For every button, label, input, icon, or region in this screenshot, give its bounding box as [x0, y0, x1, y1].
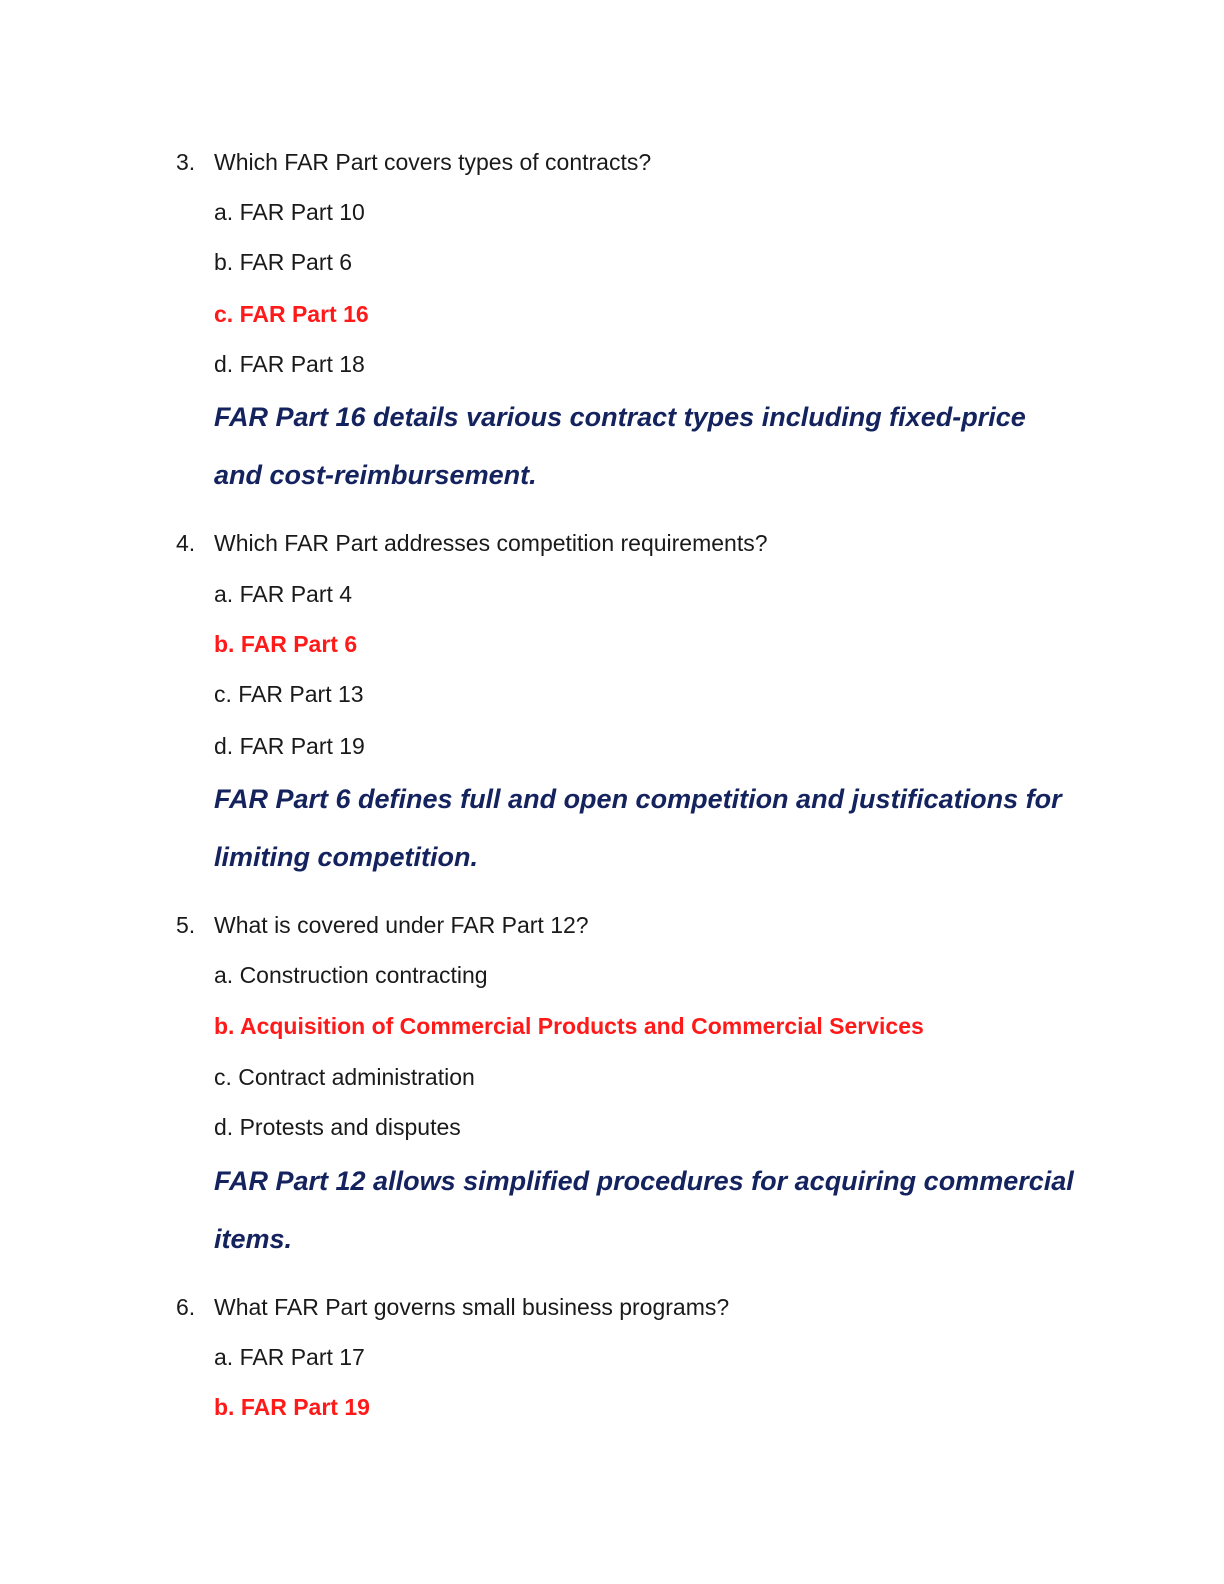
question-number: 3.	[176, 149, 196, 175]
explanation-3: FAR Part 16 details various contract types including fixed-price and cost-reimbursement.	[214, 402, 1026, 490]
option-4c: c. FAR Part 13	[214, 681, 364, 707]
option-3d: d. FAR Part 18	[214, 351, 365, 377]
option-5b-correct: b. Acquisition of Commercial Products and Commercial Services	[214, 1013, 924, 1039]
option-6b-correct: b. FAR Part 19	[214, 1394, 370, 1420]
option-4d: d. FAR Part 19	[214, 733, 365, 759]
explanation-4: FAR Part 6 defines full and open competition and justifications for limiting competition.	[214, 784, 1062, 872]
question-text: Which FAR Part addresses competition requirements?	[214, 530, 768, 556]
option-3a: a. FAR Part 10	[214, 199, 365, 225]
question-number: 6.	[176, 1294, 196, 1320]
question-text: What FAR Part governs small business programs?	[214, 1294, 730, 1320]
option-6a: a. FAR Part 17	[214, 1344, 365, 1370]
option-4a: a. FAR Part 4	[214, 581, 353, 607]
question-number: 4.	[176, 530, 196, 556]
option-5c: c. Contract administration	[214, 1064, 475, 1090]
question-text: What is covered under FAR Part 12?	[214, 912, 589, 938]
option-5d: d. Protests and disputes	[214, 1114, 461, 1140]
option-5a: a. Construction contracting	[214, 962, 488, 988]
option-3b: b. FAR Part 6	[214, 249, 353, 275]
question-number: 5.	[176, 912, 196, 938]
option-3c-correct: c. FAR Part 16	[214, 301, 369, 327]
option-4b-correct: b. FAR Part 6	[214, 631, 358, 657]
question-text: Which FAR Part covers types of contracts?	[214, 149, 652, 175]
explanation-5: FAR Part 12 allows simplified procedures for acquiring commercial items.	[214, 1166, 1074, 1254]
